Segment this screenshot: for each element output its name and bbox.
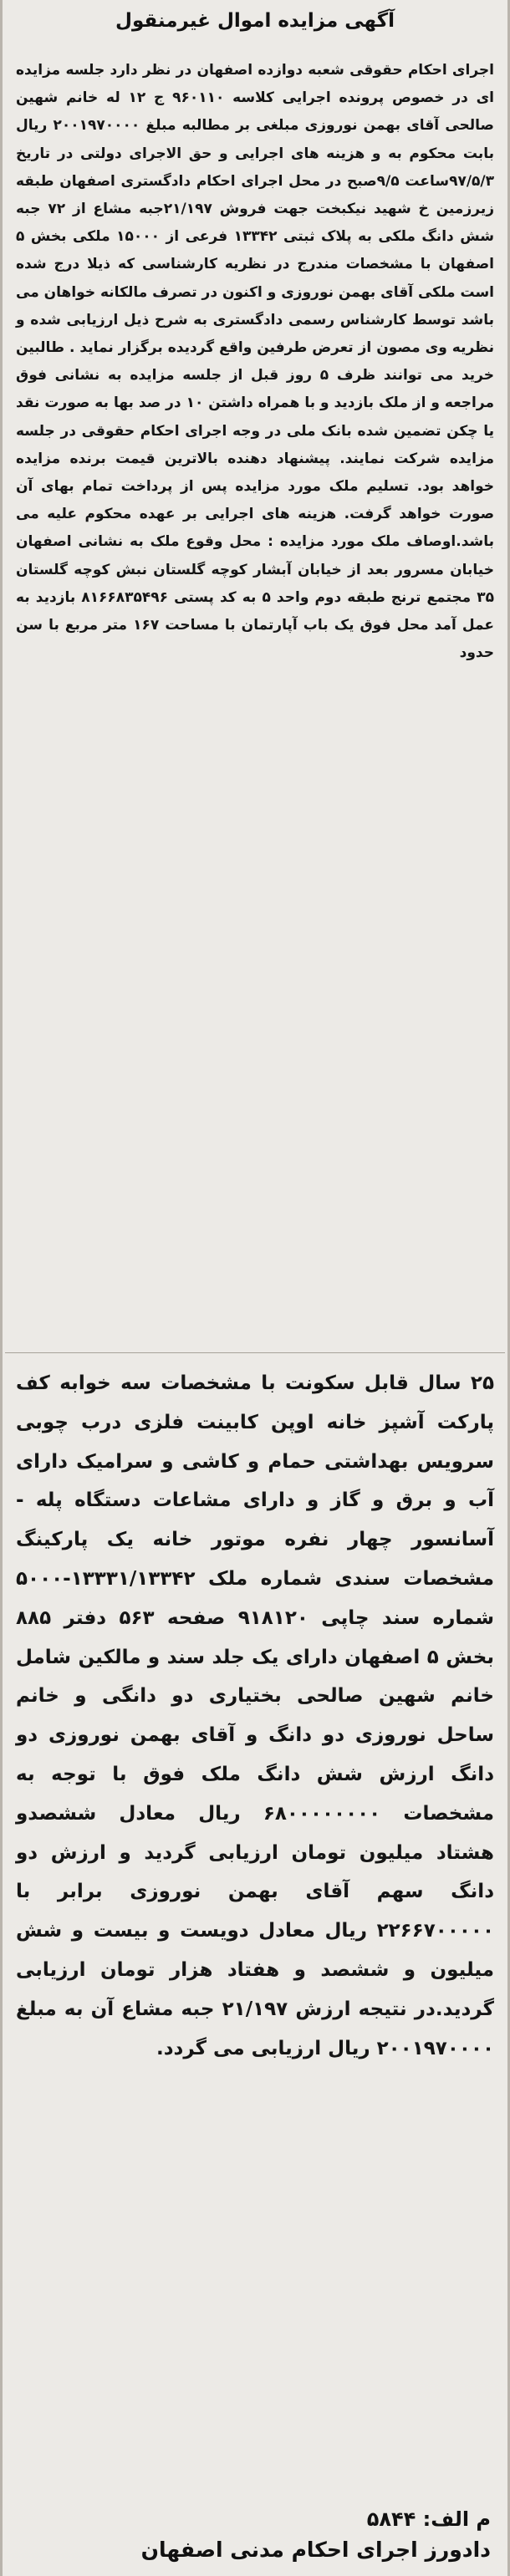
notice-body-part-2 <box>16 1364 494 2068</box>
notice-title: آگهی مزایده اموال غیرمنقول <box>115 10 395 32</box>
notice-paragraph-2: ۲۵ سال قابل سکونت با مشخصات سه خوابه کف پارکت آشپز خانه اوپن کابینت فلزی درب چوبی سرویس بهداشتی حمام و کاشی و سرامیک دارای آب و برق و گاز و دارای مشاعات دستگاه پله - آسانسور چهار نفره موتور خانه یک پارکینگ مشخصات سندی شماره ملک ۱۳۳۳۱/۱۳۳۴۲-۵۰۰۰ شماره سند چاپی ۹۱۸۱۲۰ صفحه ۵۶۳ دفتر ۸۸۵ بخش ۵ اصفهان دارای یک جلد سند و مالکین شامل خانم شهین صالحی بختیاری دو دانگی و خانم ساحل نوروزی دو دانگ و آقای بهمن نوروزی دو دانگ ارزش شش دانگ ملک فوق با توجه به مشخصات ۶۸۰۰۰۰۰۰۰۰ ریال معادل ششصدو هشتاد میلیون تومان ارزیابی گردید و ارزش دو دانگ سهم آقای بهمن نوروزی برابر با ۲۲۶۶۷۰۰۰۰۰ ریال معادل دویست و بیست و شش میلیون و ششصد و هفتاد هزار تومان ارزیابی گردید.در نتیجه ارزش ۲۱/۱۹۷ جبه مشاع آن به مبلغ ۲۰۰۱۹۷۰۰۰۰ ریال ارزیابی می گردد. <box>16 1372 495 2059</box>
signature-line: دادورز اجرای احکام مدنی اصفهان <box>140 2538 491 2562</box>
notice-paragraph-1: اجرای احکام حقوقی شعبه دوازده اصفهان در نظر دارد جلسه مزایده ای در خصوص پرونده اجرایی کلاسه ۹۶۰۱۱۰ ج ۱۲ له خانم شهین صالحی آقای بهمن نوروزی مبلغی بر مطالبه مبلغ ۲۰۰۱۹۷۰۰۰۰ ریال بابت محکوم به و هزینه های اجرایی و حق الاجرای دولتی در تاریخ ۹۷/۵/۳ساعت ۹/۵صبح در محل اجرای احکام دادگستری اصفهان طبقه زیرزمین خ شهید نیکبخت جهت فروش ۲۱/۱۹۷جبه مشاع از ۷۲ جبه شش دانگ ملکی به پلاک ثبتی ۱۳۳۴۲ فرعی از ۱۵۰۰۰ ملکی بخش ۵ اصفهان با مشخصات مندرج در نظریه کارشناسی که ذیلا درج شده است ملکی آقای بهمن نوروزی و اکنون در تصرف مالکانه خواهان می باشد توسط کارشناس رسمی دادگستری به شرح ذیل ارزیابی شده و نظریه وی مصون از تعرض طرفین واقع گردیده برگزار نماید . طالبین خرید می توانند ظرف ۵ روز قبل از جلسه مزایده به نشانی فوق مراجعه و از ملک بازدید و با همراه داشتن ۱۰ در صد بها به صورت نقد یا چکن تضمین شده بانک ملی در وجه اجرای احکام حقوقی در جلسه مزایده شرکت نمایند. پیشنهاد دهنده بالاترین قیمت برنده مزایده خواهد بود. تسلیم ملک مورد مزایده پس از پرداخت تمام بهای آن صورت خواهد گرفت. هزینه های اجرایی بر عهده محکوم علیه می باشد.اوصاف ملک مورد مزایده : محل وقوع ملک به نشانی اصفهان خیابان مسرور بعد از خیابان آبشار کوچه گلستان نبش کوچه گلستان ۳۵ مجتمع ترنج طبقه دوم واحد ۵ به کد پستی ۸۱۶۶۸۳۵۴۹۶ بازدید به عمل آمد محل فوق یک باب آپارتمان با مساحت ۱۶۷ متر مربع با سن حدود <box>16 62 495 662</box>
section-divider <box>5 1352 505 1353</box>
notice-body-part-1 <box>16 57 494 667</box>
reference-number: م الف: ۵۸۴۴ <box>366 2507 491 2531</box>
